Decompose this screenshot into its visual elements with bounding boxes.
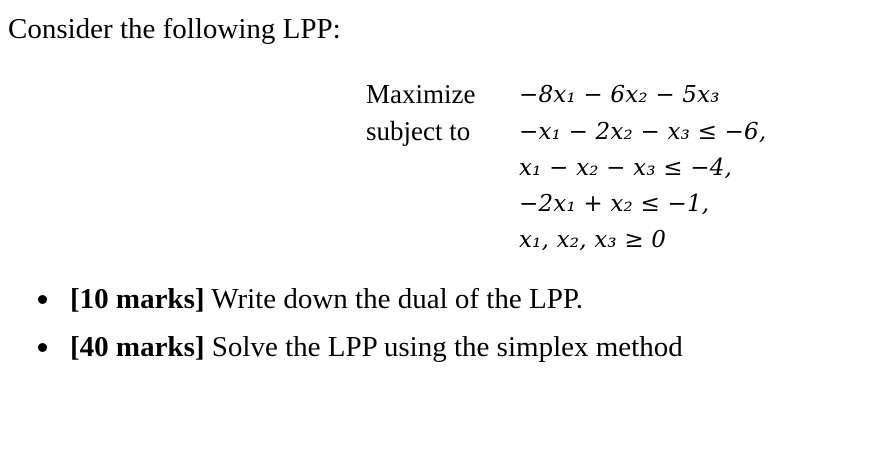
- task-text: Write down the dual of the LPP.: [204, 283, 583, 315]
- objective-label: Maximize: [366, 79, 476, 109]
- task-marks: [10 marks]: [70, 283, 205, 315]
- task-text: Solve the LPP using the simplex method: [204, 331, 683, 363]
- bullet-icon: [38, 343, 47, 352]
- constraints-label: subject to: [366, 116, 471, 146]
- bullet-icon: [38, 295, 47, 304]
- nonnegativity-constraint: x₁, x₂, x₃ ≥ 0: [519, 227, 667, 253]
- task-item-dual: [38, 282, 683, 330]
- task-item-simplex: [38, 330, 683, 378]
- task-list: [38, 282, 683, 378]
- constraint-3: −2x₁ + x₂ ≤ −1,: [519, 191, 710, 217]
- constraint-1: −x₁ − 2x₂ − x₃ ≤ −6,: [519, 119, 767, 145]
- objective-expression: −8x₁ − 6x₂ − 5x₃: [519, 82, 720, 108]
- task-marks: [40 marks]: [70, 331, 205, 363]
- intro-text: Consider the following LPP:: [8, 13, 341, 45]
- constraint-2: x₁ − x₂ − x₃ ≤ −4,: [519, 155, 733, 181]
